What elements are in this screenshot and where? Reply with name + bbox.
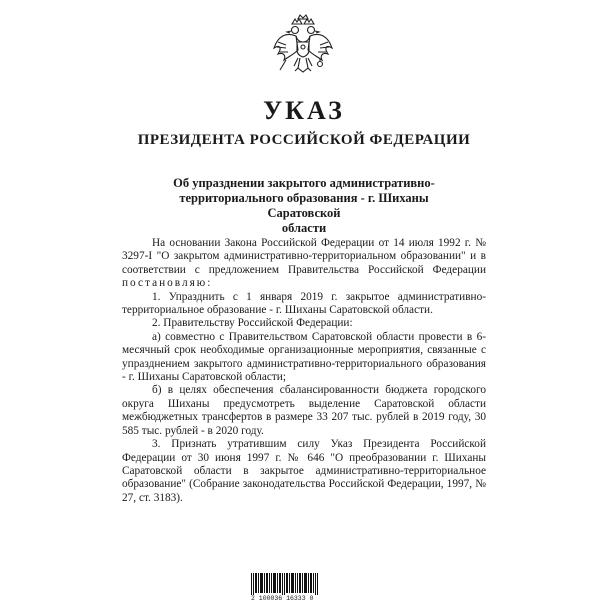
- heading-line: Об упразднении закрытого административно-: [173, 176, 435, 190]
- preamble-text: На основании Закона Российской Федерации от 14 июля 1992 г. № 3297-I "О закрытом административно-территориальном образовании" и в соответствии с предложением Правительства Российской Федерации: [122, 237, 486, 276]
- preamble-paragraph: [122, 237, 486, 291]
- barcode-number: 2 100036 16333 0: [251, 595, 314, 602]
- barcode-block: [251, 565, 361, 605]
- document-title: УКАЗ: [263, 96, 345, 125]
- barcode-image: [251, 573, 319, 595]
- heading-line: территориального образования - г. Шиханы Саратовской: [179, 191, 429, 220]
- coat-of-arms-icon: [270, 14, 336, 80]
- item-paragraph: 2. Правительству Российской Федерации:: [152, 317, 353, 330]
- item-paragraph: 3. Признать утратившим силу Указ Президента Российской Федерации от 30 июня 1997 г. № 646 "О преобразовании г. Шиханы Саратовской области в закрытое административно-территориальное образование" (Собрание законодательства Российской Федерации, 1997, № 27, ст. 3183).: [122, 438, 486, 504]
- item-paragraph: б) в целях обеспечения сбалансированности бюджета городского округа Шиханы предусмотреть выделение Саратовской области межбюджетных трансфертов в размере 33 207 тыс. рублей в 2019 году, 30 585 тыс. рублей - в 2020 году.: [122, 384, 486, 437]
- decree-heading: [150, 176, 458, 236]
- item-paragraph: 1. Упразднить с 1 января 2019 г. закрытое административно-территориальное образование - г. Шиханы Саратовской области.: [122, 290, 486, 317]
- decree-word: постановляю:: [122, 277, 213, 290]
- decree-body: [122, 237, 486, 505]
- heading-line: области: [281, 221, 327, 235]
- item-paragraph: а) совместно с Правительством Саратовской области провести в 6-месячный срок необходимые организационные мероприятия, связанные с упразднением закрытого административно-территориального образования - г. Шиханы Саратовской области;: [122, 330, 486, 384]
- document-subtitle: ПРЕЗИДЕНТА РОССИЙСКОЙ ФЕДЕРАЦИИ: [137, 132, 471, 148]
